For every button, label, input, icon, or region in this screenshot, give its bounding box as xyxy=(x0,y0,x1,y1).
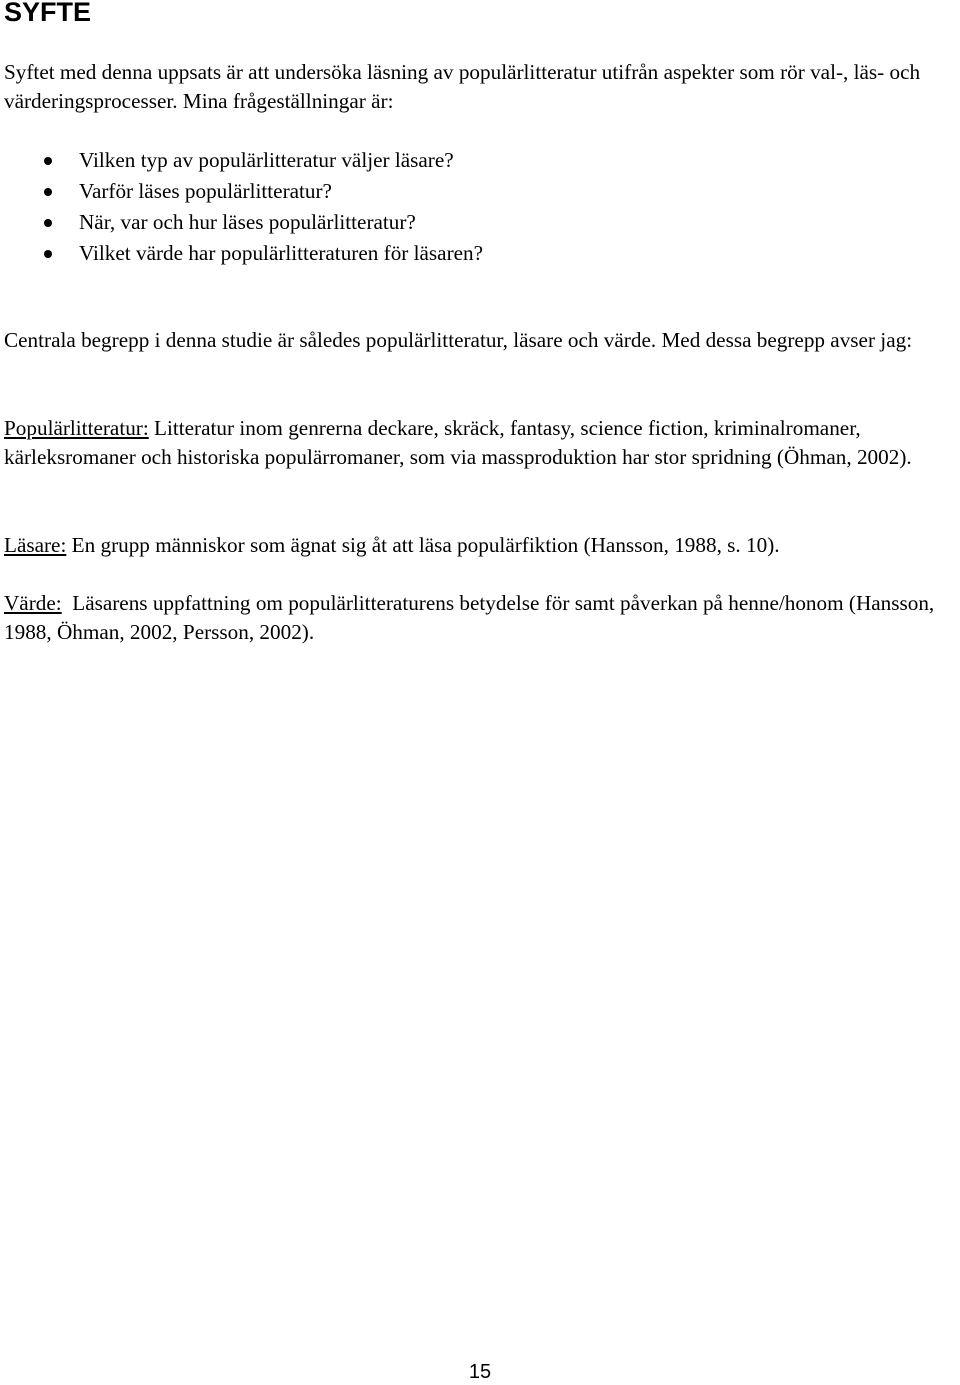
research-questions-list xyxy=(0,145,483,269)
page-number: 15 xyxy=(468,1361,492,1383)
question-text: Vilket värde har populärlitteraturen för läsaren? xyxy=(79,241,484,265)
bullet-icon xyxy=(44,188,52,196)
definition-term: Populärlitteratur: xyxy=(4,416,149,440)
definition-term: Värde: xyxy=(4,591,62,615)
question-text: Vilken typ av populärlitteratur väljer läsare? xyxy=(79,148,454,172)
list-item xyxy=(0,207,483,238)
definition-text: Litteratur inom genrerna deckare, skräck, fantasy, science fiction, kriminalromaner, kärleksromaner och historiska populärromaner, som via massproduktion har stor spridning (Öhman, 2002). xyxy=(4,416,912,469)
bullet-icon xyxy=(44,157,52,165)
list-item xyxy=(0,145,483,176)
bullet-icon xyxy=(44,250,52,258)
intro-paragraph: Syftet med denna uppsats är att undersöka läsning av populärlitteratur utifrån aspekter som rör val-, läs- och värderingsprocesser. Mina frågeställningar är: xyxy=(4,60,921,113)
definition-text: Läsarens uppfattning om populärlitteraturens betydelse för samt påverkan på henne/honom (Hansson, 1988, Öhman, 2002, Persson, 2002). xyxy=(4,591,940,644)
section-heading: SYFTE xyxy=(4,0,92,27)
list-item xyxy=(0,238,483,269)
definition-lasare xyxy=(4,531,959,560)
definition-varde xyxy=(4,589,959,647)
definition-text: En grupp människor som ägnat sig åt att läsa populärfiktion (Hansson, 1988, s. 10). xyxy=(66,533,780,557)
list-item xyxy=(0,176,483,207)
definition-popularlitteratur xyxy=(4,414,959,472)
definition-term: Läsare: xyxy=(4,533,67,557)
question-text: När, var och hur läses populärlitteratur? xyxy=(79,210,416,234)
question-text: Varför läses populärlitteratur? xyxy=(79,179,332,203)
bullet-icon xyxy=(44,219,52,227)
central-concepts-paragraph: Centrala begrepp i denna studie är således populärlitteratur, läsare och värde. Med dessa begrepp avser jag: xyxy=(4,328,913,352)
